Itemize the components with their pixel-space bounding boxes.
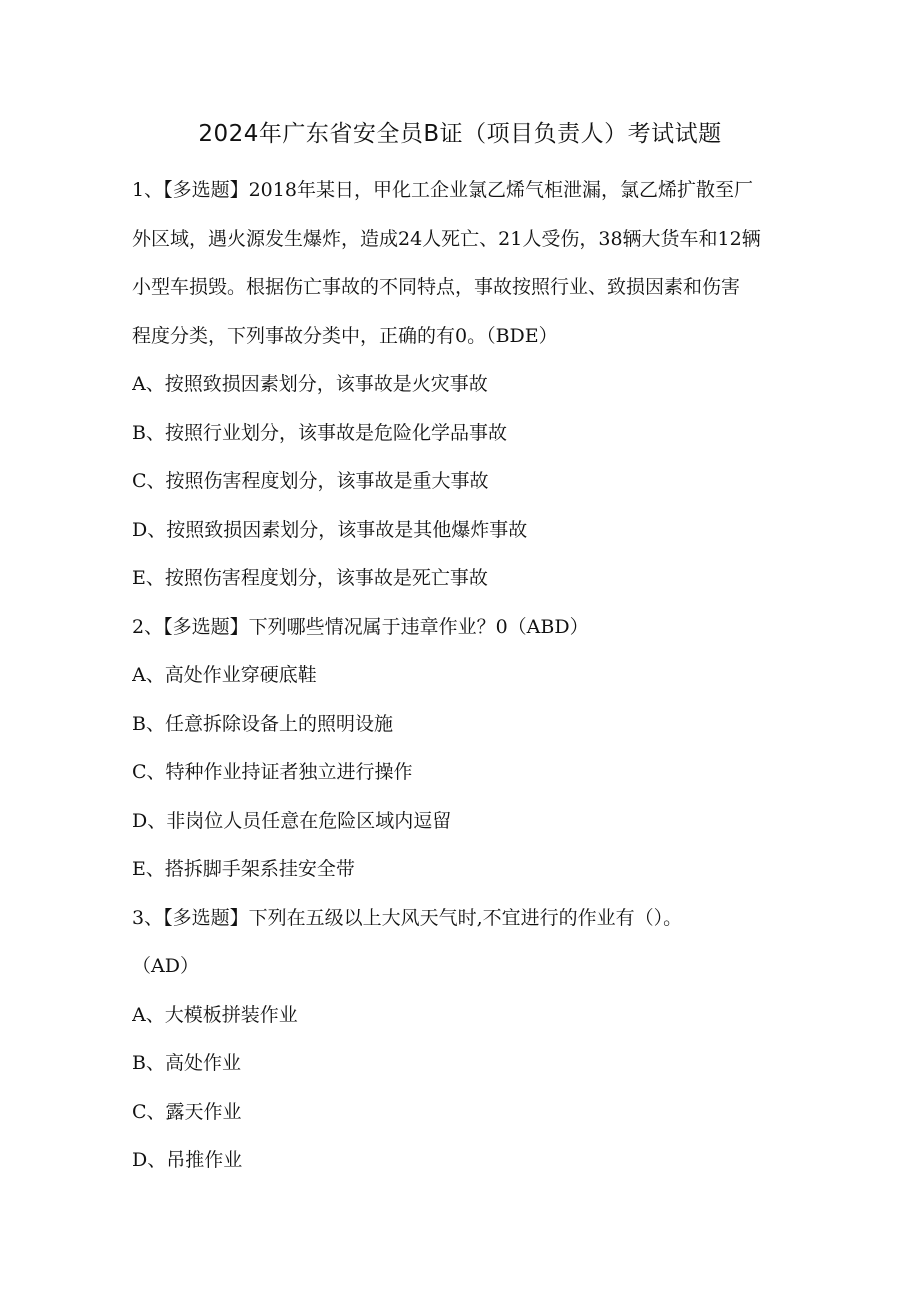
option-a: A、按照致损因素划分，该事故是火灾事故 — [132, 373, 488, 395]
question-stem-line: 小型车损毁。根据伤亡事故的不同特点，事故按照行业、致损因素和伤害 — [132, 276, 741, 298]
question-stem-line: 程度分类，下列事故分类中，正确的有0。（BDE） — [132, 324, 558, 347]
question-3 — [132, 894, 802, 1185]
document-title: 2024年广东省安全员B证（项目负责人）考试试题 — [198, 121, 722, 147]
question-1 — [132, 166, 802, 603]
option-a: A、大模板拼装作业 — [132, 1003, 298, 1026]
option-e: E、按照伤害程度划分，该事故是死亡事故 — [132, 567, 488, 589]
option-a: A、高处作业穿硬底鞋 — [132, 664, 317, 686]
question-stem-line: 3、【多选题】下列在五级以上大风天气时,不宜进行的作业有（）。 — [132, 906, 683, 929]
option-c: C、露天作业 — [132, 1100, 242, 1123]
option-e: E、搭拆脚手架系挂安全带 — [132, 858, 355, 880]
question-stem-line: 2、【多选题】下列哪些情况属于违章作业？0（ABD） — [132, 615, 589, 638]
option-c: C、特种作业持证者独立进行操作 — [132, 761, 413, 783]
option-d: D、吊推作业 — [132, 1149, 243, 1171]
option-b: B、高处作业 — [132, 1052, 241, 1074]
question-list — [132, 166, 802, 1185]
question-stem-line: 外区域，遇火源发生爆炸，造成24人死亡、21人受伤，38辆大货车和12辆 — [132, 227, 761, 250]
option-d: D、按照致损因素划分，该事故是其他爆炸事故 — [132, 518, 528, 541]
option-b: B、按照行业划分，该事故是危险化学品事故 — [132, 421, 507, 444]
option-d: D、非岗位人员任意在危险区域内逗留 — [132, 809, 452, 832]
question-stem-line: （AD） — [132, 955, 199, 977]
question-stem-line: 1、【多选题】2018年某日，甲化工企业氯乙烯气柜泄漏，氯乙烯扩散至厂 — [132, 179, 753, 201]
question-2 — [132, 603, 802, 894]
option-b: B、任意拆除设备上的照明设施 — [132, 712, 393, 735]
option-c: C、按照伤害程度划分，该事故是重大事故 — [132, 470, 489, 492]
